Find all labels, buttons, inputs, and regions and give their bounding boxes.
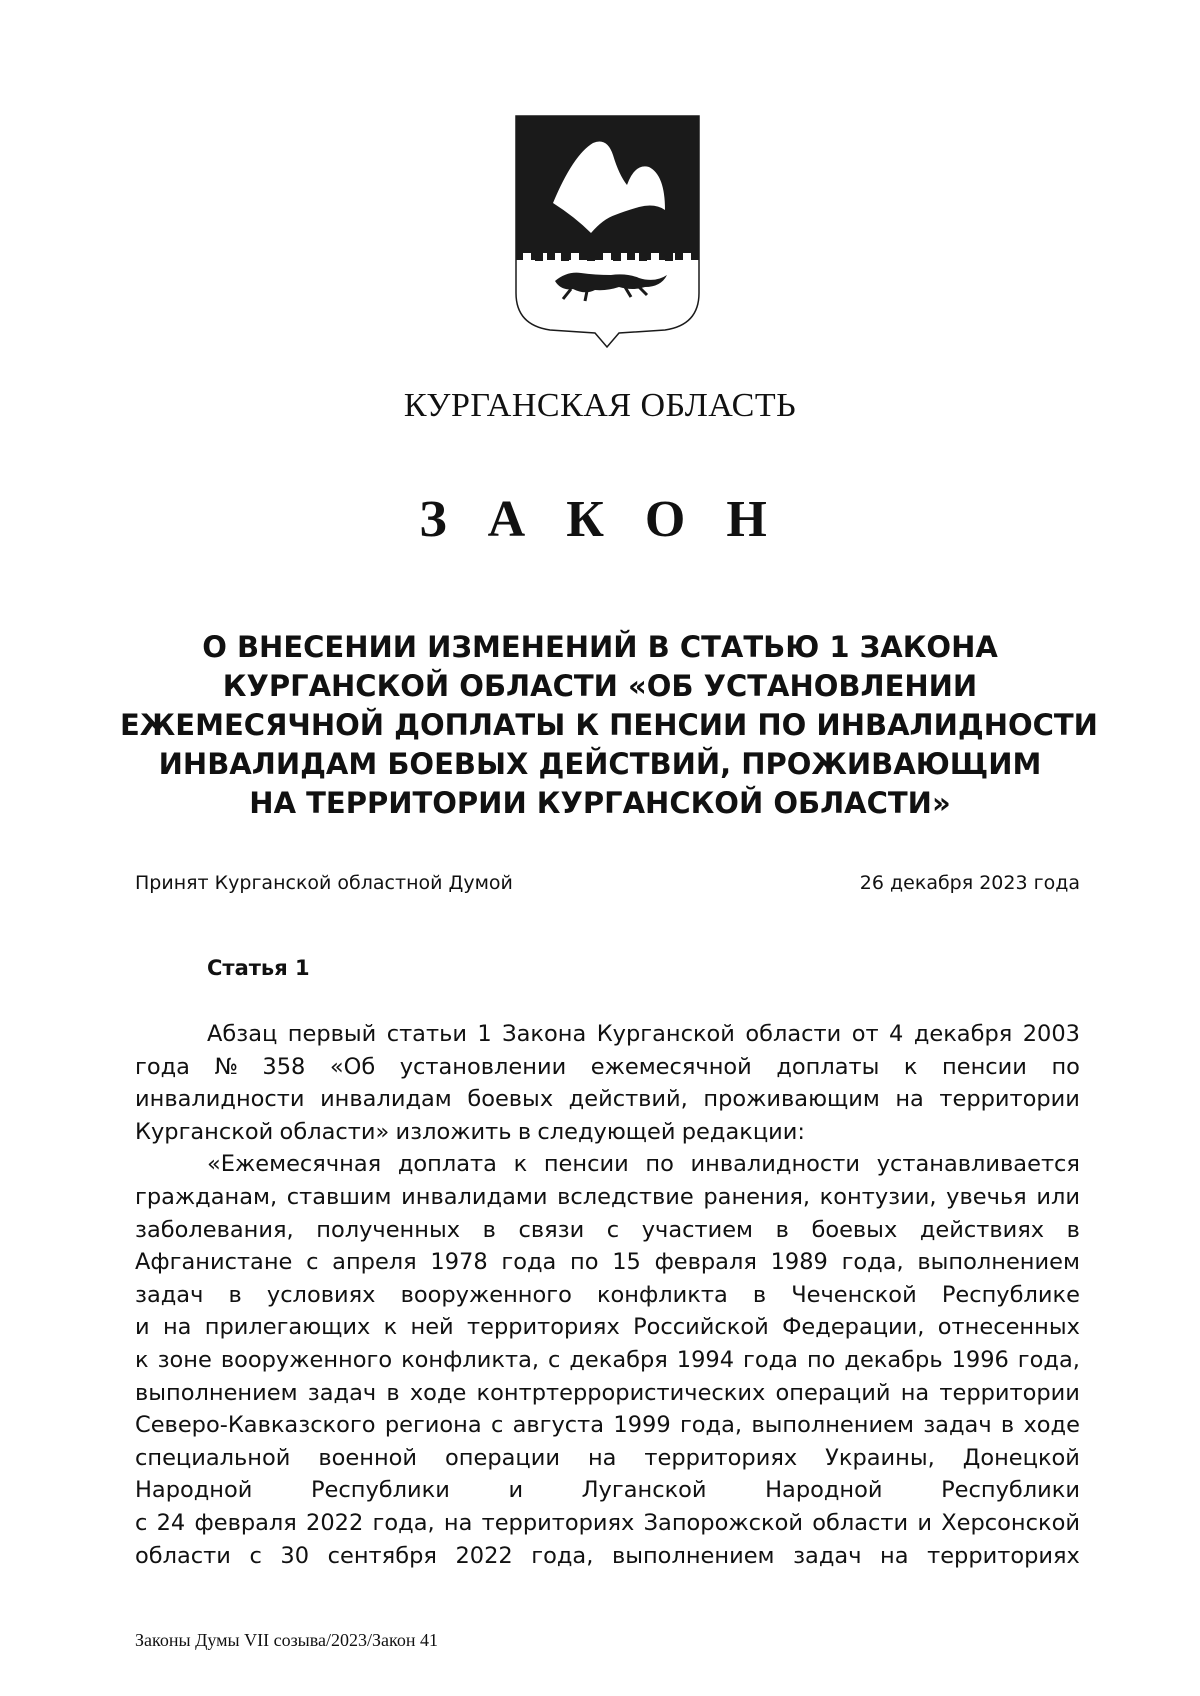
page-footer: Законы Думы VII созыва/2023/Закон 41 — [135, 1630, 438, 1650]
body-line: гражданам, ставшим инвалидами вследствие ранения, контузии, увечья или — [135, 1183, 1080, 1210]
adoption-date: 26 декабря 2023 года — [859, 872, 1080, 894]
body-line: «Ежемесячная доплата к пенсии по инвалидности устанавливается — [207, 1151, 1080, 1178]
article-heading: Статья 1 — [207, 956, 310, 980]
body-line: специальной военной операции на территориях Украины, Донецкой — [135, 1444, 1080, 1471]
body-line: Курганской области» изложить в следующей редакции: — [135, 1118, 805, 1145]
body-line: выполнением задач в ходе контртеррористических операций на территории — [135, 1379, 1080, 1406]
body-line: к зоне вооруженного конфликта, с декабря 1994 года по декабрь 1996 года, — [135, 1346, 1080, 1373]
body-line: заболевания, полученных в связи с участием в боевых действиях в — [135, 1216, 1080, 1243]
body-line: Абзац первый статьи 1 Закона Курганской области от 4 декабря 2003 — [207, 1021, 1080, 1047]
body-line: Северо-Кавказского региона с августа 1999 года, выполнением задач в ходе — [135, 1412, 1080, 1439]
body-line: с 24 февраля 2022 года, на территориях Запорожской области и Херсонской — [135, 1509, 1080, 1536]
body-line: Афганистане с апреля 1978 года по 15 февраля 1989 года, выполнением — [135, 1249, 1080, 1276]
adopted-by: Принят Курганской областной Думой — [135, 872, 513, 894]
title-line: О ВНЕСЕНИИ ИЗМЕНЕНИЙ В СТАТЬЮ 1 ЗАКОНА — [202, 630, 998, 664]
article-body — [135, 1018, 1080, 1572]
body-line: инвалидности инвалидам боевых действий, проживающим на территории — [135, 1086, 1080, 1113]
body-line: задач в условиях вооруженного конфликта в Чеченской Республике — [135, 1281, 1080, 1308]
body-line: года № 358 «Об установлении ежемесячной доплаты к пенсии по — [135, 1053, 1080, 1080]
region-name: КУРГАНСКАЯ ОБЛАСТЬ — [403, 387, 797, 424]
body-line: Народной Республики и Луганской Народной Республики — [135, 1477, 1080, 1504]
coat-of-arms-icon — [515, 115, 700, 355]
title-line: ИНВАЛИДАМ БОЕВЫХ ДЕЙСТВИЙ, ПРОЖИВАЮЩИМ — [158, 747, 1042, 781]
body-line: области с 30 сентября 2022 года, выполнением задач на территориях — [135, 1542, 1080, 1569]
law-title — [120, 628, 1098, 823]
body-line: и на прилегающих к ней территориях Российской Федерации, отнесенных — [135, 1314, 1080, 1341]
document-type: З А К О Н — [419, 491, 781, 548]
title-line: НА ТЕРРИТОРИИ КУРГАНСКОЙ ОБЛАСТИ» — [249, 786, 951, 820]
title-line: КУРГАНСКОЙ ОБЛАСТИ «ОБ УСТАНОВЛЕНИИ — [222, 669, 978, 703]
title-line: ЕЖЕМЕСЯЧНОЙ ДОПЛАТЫ К ПЕНСИИ ПО ИНВАЛИДНОСТИ — [120, 708, 1098, 742]
